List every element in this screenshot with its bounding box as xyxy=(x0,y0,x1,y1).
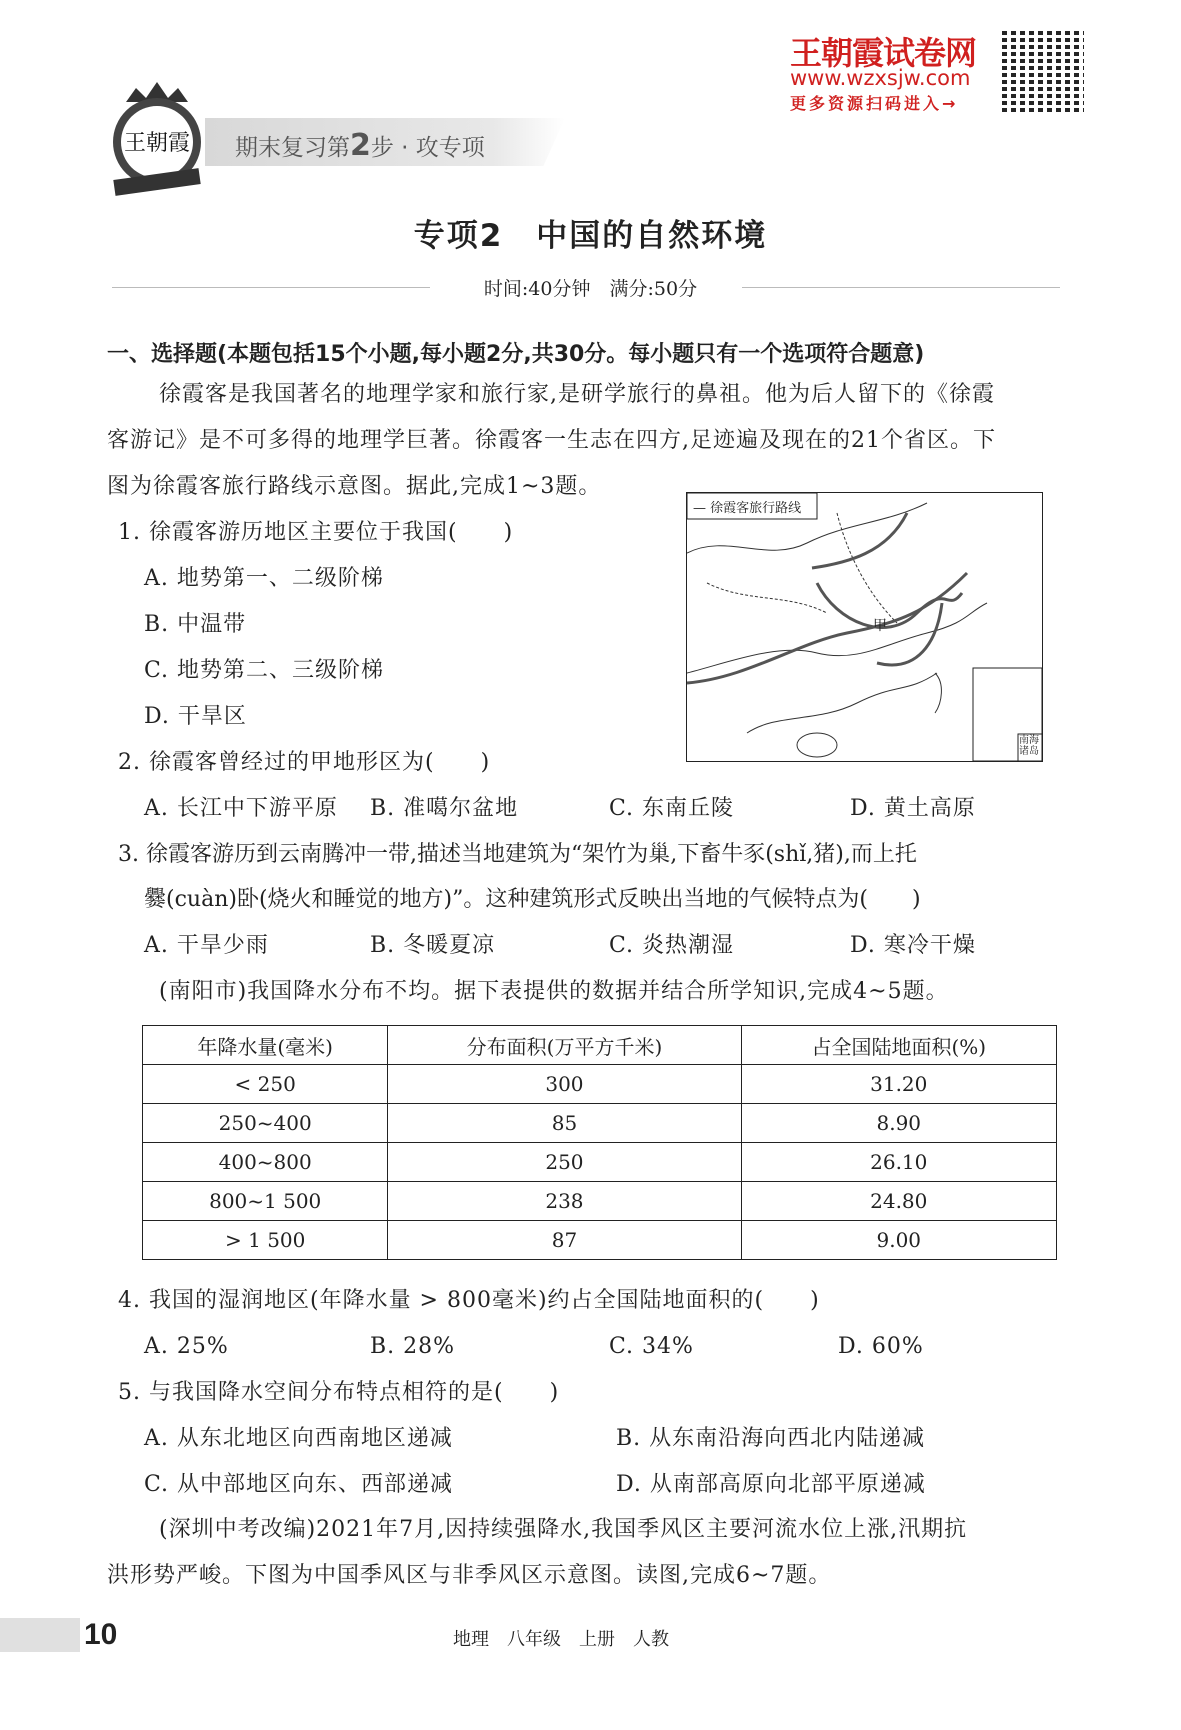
option: D. 寒冷干燥 xyxy=(850,933,976,958)
map-drawing xyxy=(687,493,1042,761)
option: A. 干旱少雨 xyxy=(144,933,269,958)
question-stem: 爨(cuàn)卧(烧火和睡觉的地方)”。这种建筑形式反映出当地的气候特点为( ) xyxy=(144,887,921,912)
option: C. 地势第二、三级阶梯 xyxy=(144,658,385,683)
table-cell: 8.90 xyxy=(741,1104,1056,1143)
table-cell: 238 xyxy=(388,1182,741,1221)
option: B. 从东南沿海向西北内陆递减 xyxy=(616,1426,926,1451)
table-row xyxy=(143,1143,1057,1182)
option: D. 60% xyxy=(838,1334,924,1359)
option: B. 冬暖夏凉 xyxy=(370,933,496,958)
option: C. 炎热潮湿 xyxy=(609,933,735,958)
banner-text xyxy=(235,128,485,163)
section-heading: 一、选择题(本题包括15个小题,每小题2分,共30分。每小题只有一个选项符合题意) xyxy=(107,342,925,367)
table-cell: 800~1 500 xyxy=(143,1182,388,1221)
intro-line: 徐霞客是我国著名的地理学家和旅行家,是研学旅行的鼻祖。他为后人留下的《徐霞 xyxy=(159,382,995,407)
footer-text: 地理 八年级 上册 人教 xyxy=(453,1629,669,1650)
page-number: 10 xyxy=(80,1618,152,1652)
option: B. 准噶尔盆地 xyxy=(370,796,519,821)
qr-code-icon xyxy=(1002,30,1084,112)
map-legend: — 徐霞客旅行路线 xyxy=(693,501,802,516)
question-stem: 3. 徐霞客游历到云南腾冲一带,描述当地建筑为“架竹为巢,下畜牛豕(shǐ,猪),而上托 xyxy=(118,842,917,867)
option: C. 东南丘陵 xyxy=(609,796,735,821)
table-header: 年降水量(毫米) xyxy=(143,1026,388,1065)
table-cell: 26.10 xyxy=(741,1143,1056,1182)
table-header: 分布面积(万平方千米) xyxy=(388,1026,741,1065)
table-cell: 87 xyxy=(388,1221,741,1260)
intro-line: 客游记》是不可多得的地理学巨著。徐霞客一生志在四方,足迹遍及现在的21个省区。下 xyxy=(107,428,996,453)
exam-meta: 时间:40分钟 满分:50分 xyxy=(483,278,698,300)
map-marker-jia: 甲 xyxy=(873,618,887,634)
table-cell: 31.20 xyxy=(741,1065,1056,1104)
brand-cta: 更多资源扫码进入→ xyxy=(790,94,959,113)
table-row xyxy=(143,1104,1057,1143)
table-cell: > 1 500 xyxy=(143,1221,388,1260)
table-row xyxy=(143,1182,1057,1221)
table-cell: 9.00 xyxy=(741,1221,1056,1260)
table-cell: < 250 xyxy=(143,1065,388,1104)
table-row xyxy=(143,1221,1057,1260)
route-map xyxy=(686,492,1043,762)
map-inset-label: 南海诸岛 xyxy=(1019,735,1039,757)
logo-icon xyxy=(106,80,208,198)
banner-num: 2 xyxy=(350,128,371,163)
banner-post: 步 · 攻专项 xyxy=(370,135,485,161)
option: D. 黄土高原 xyxy=(850,796,976,821)
svg-text:王朝霞: 王朝霞 xyxy=(123,131,191,156)
option: A. 从东北地区向西南地区递减 xyxy=(144,1426,453,1451)
table-cell: 85 xyxy=(388,1104,741,1143)
precipitation-table xyxy=(142,1025,1057,1260)
table-cell: 400~800 xyxy=(143,1143,388,1182)
table-cell: 250~400 xyxy=(143,1104,388,1143)
brand-url[interactable]: www.wzxsjw.com xyxy=(790,66,971,90)
option: D. 从南部高原向北部平原递减 xyxy=(616,1472,926,1497)
brand-name: 王朝霞试卷网 xyxy=(790,34,977,72)
option: A. 长江中下游平原 xyxy=(144,796,338,821)
banner-pre: 期末复习第 xyxy=(235,135,350,161)
table-row xyxy=(143,1065,1057,1104)
page-title: 专项2 中国的自然环境 xyxy=(413,218,768,254)
option: B. 28% xyxy=(370,1334,456,1359)
question-stem: 1. 徐霞客游历地区主要位于我国( ) xyxy=(118,520,514,545)
option: C. 34% xyxy=(609,1334,694,1359)
intro-line: 洪形势严峻。下图为中国季风区与非季风区示意图。读图,完成6~7题。 xyxy=(107,1563,832,1588)
question-stem: 4. 我国的湿润地区(年降水量 > 800毫米)约占全国陆地面积的( ) xyxy=(118,1288,820,1313)
table-cell: 250 xyxy=(388,1143,741,1182)
question-stem: 2. 徐霞客曾经过的甲地形区为( ) xyxy=(118,750,491,775)
table-cell: 24.80 xyxy=(741,1182,1056,1221)
intro-line: (深圳中考改编)2021年7月,因持续强降水,我国季风区主要河流水位上涨,汛期抗 xyxy=(159,1517,968,1542)
intro-line: (南阳市)我国降水分布不均。据下表提供的数据并结合所学知识,完成4~5题。 xyxy=(159,979,949,1004)
table-cell: 300 xyxy=(388,1065,741,1104)
option: C. 从中部地区向东、西部递减 xyxy=(144,1472,454,1497)
question-stem: 5. 与我国降水空间分布特点相符的是( ) xyxy=(118,1380,560,1405)
option: A. 25% xyxy=(144,1334,229,1359)
table-header: 占全国陆地面积(%) xyxy=(741,1026,1056,1065)
table-header-row xyxy=(143,1026,1057,1065)
option: D. 干旱区 xyxy=(144,704,247,729)
option: B. 中温带 xyxy=(144,612,247,637)
intro-line: 图为徐霞客旅行路线示意图。据此,完成1~3题。 xyxy=(107,474,602,499)
option: A. 地势第一、二级阶梯 xyxy=(144,566,384,591)
